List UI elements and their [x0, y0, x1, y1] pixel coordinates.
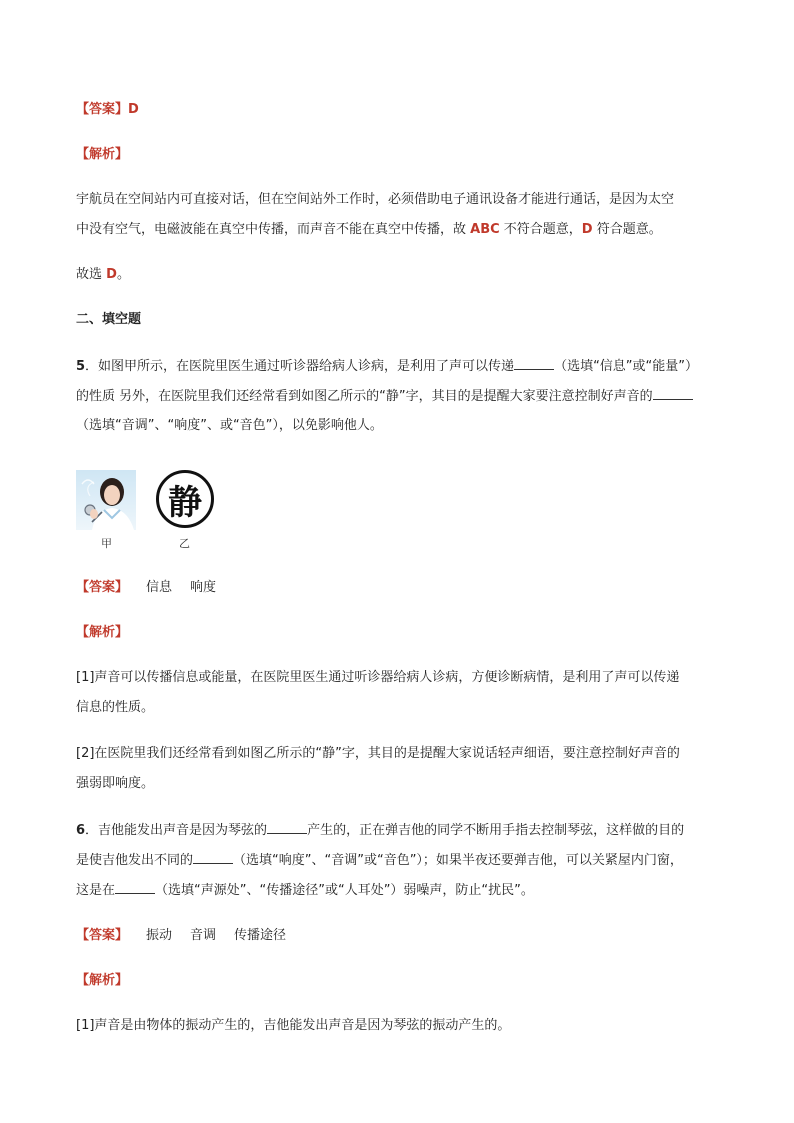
figure-yi-label: 乙 — [179, 537, 190, 550]
q6-analysis-p1: [1]声音是由物体的振动产生的，吉他能发出声音是因为琴弦的振动产生的。 — [76, 1018, 511, 1033]
q5-analysis-p2-l1: [2]在医院里我们还经常看到如图乙所示的“静”字，其目的是提醒大家说话轻声细语，要注意控制好声音的 — [76, 746, 680, 761]
text: 这是在 — [76, 883, 116, 898]
q6-line1 — [76, 821, 684, 840]
q4-conclusion — [76, 266, 130, 284]
q5-line3: （选填“音调”、“响度”、或“音色”），以免影响他人。 — [76, 418, 383, 433]
text: 的性质 另外，在医院里我们还经常看到如图乙所示的“静”字，其目的是提醒大家要注意控制好声音的 — [76, 389, 653, 404]
text: 符合题意。 — [592, 222, 662, 237]
q5-analysis-p2-l2: 强弱即响度。 — [76, 776, 155, 791]
q5-analysis-p1-l2: 信息的性质。 — [76, 700, 155, 715]
quiet-sign-char: 静 — [168, 482, 202, 523]
q5-answer — [76, 579, 216, 597]
answer-blank — [267, 821, 307, 834]
answer-value: 振动 — [146, 928, 173, 943]
section-title: 二、填空题 — [76, 312, 142, 327]
q6-line3 — [76, 881, 534, 900]
q6-analysis-tag: 【解析】 — [76, 973, 129, 988]
quiet-sign — [156, 470, 214, 528]
answer-value: 音调 — [190, 928, 217, 943]
question-number: 6 — [76, 823, 86, 838]
q4-answer — [76, 101, 139, 119]
answer-tag: 【答案】 — [76, 102, 129, 117]
figure-jia-label: 甲 — [101, 537, 112, 550]
answer-blank — [514, 357, 554, 370]
text: 是使吉他发出不同的 — [76, 853, 194, 868]
text: 中没有空气，电磁波能在真空中传播，而声音不能在真空中传播，故 — [76, 222, 471, 237]
q4-analysis-tag: 【解析】 — [76, 147, 129, 162]
q5-analysis-p1-l1: [1]声音可以传播信息或能量，在医院里医生通过听诊器给病人诊病，方便诊断病情，是利用了声可以传递 — [76, 670, 680, 685]
q5-analysis-tag: 【解析】 — [76, 625, 129, 640]
answer-value: 信息 — [146, 580, 173, 595]
text: （选填“信息”或“能量”） — [554, 359, 699, 374]
answer-value: 传播途径 — [234, 928, 287, 943]
text: ．吉他能发出声音是因为琴弦的 — [85, 823, 268, 838]
text: 故选 — [76, 267, 107, 282]
question-number: 5 — [76, 359, 86, 374]
doctor-stethoscope-image — [76, 470, 136, 530]
text: （选填“声源处”、“传播途径”或“人耳处”）弱噪声，防止“扰民”。 — [155, 883, 534, 898]
text: 。 — [116, 267, 130, 282]
q5-line2 — [76, 387, 693, 406]
q4-analysis-line2 — [76, 221, 662, 239]
answer-tag: 【答案】 — [76, 580, 129, 595]
answer-tag: 【答案】 — [76, 928, 129, 943]
text: （选填“响度”、“音调”或“音色”）；如果半夜还要弹吉他，可以关紧屋内门窗， — [233, 853, 683, 868]
q4-analysis-line1: 宇航员在空间站内可直接对话，但在空间站外工作时，必须借助电子通讯设备才能进行通话，是因为太空 — [76, 192, 675, 207]
q6-answer — [76, 927, 286, 945]
q6-line2 — [76, 851, 683, 870]
text: 不符合题意， — [499, 222, 582, 237]
option-d: D — [106, 267, 117, 282]
text: ．如图甲所示，在医院里医生通过听诊器给病人诊病，是利用了声可以传递 — [85, 359, 515, 374]
option-d: D — [581, 222, 593, 237]
option-abc: ABC — [470, 222, 500, 237]
answer-blank — [193, 851, 233, 864]
answer-blank — [653, 387, 693, 400]
answer-value: 响度 — [190, 580, 217, 595]
text: 产生的，正在弹吉他的同学不断用手指去控制琴弦，这样做的目的 — [307, 823, 685, 838]
answer-value: D — [128, 102, 139, 117]
answer-blank — [115, 881, 155, 894]
q5-line1 — [76, 357, 698, 376]
